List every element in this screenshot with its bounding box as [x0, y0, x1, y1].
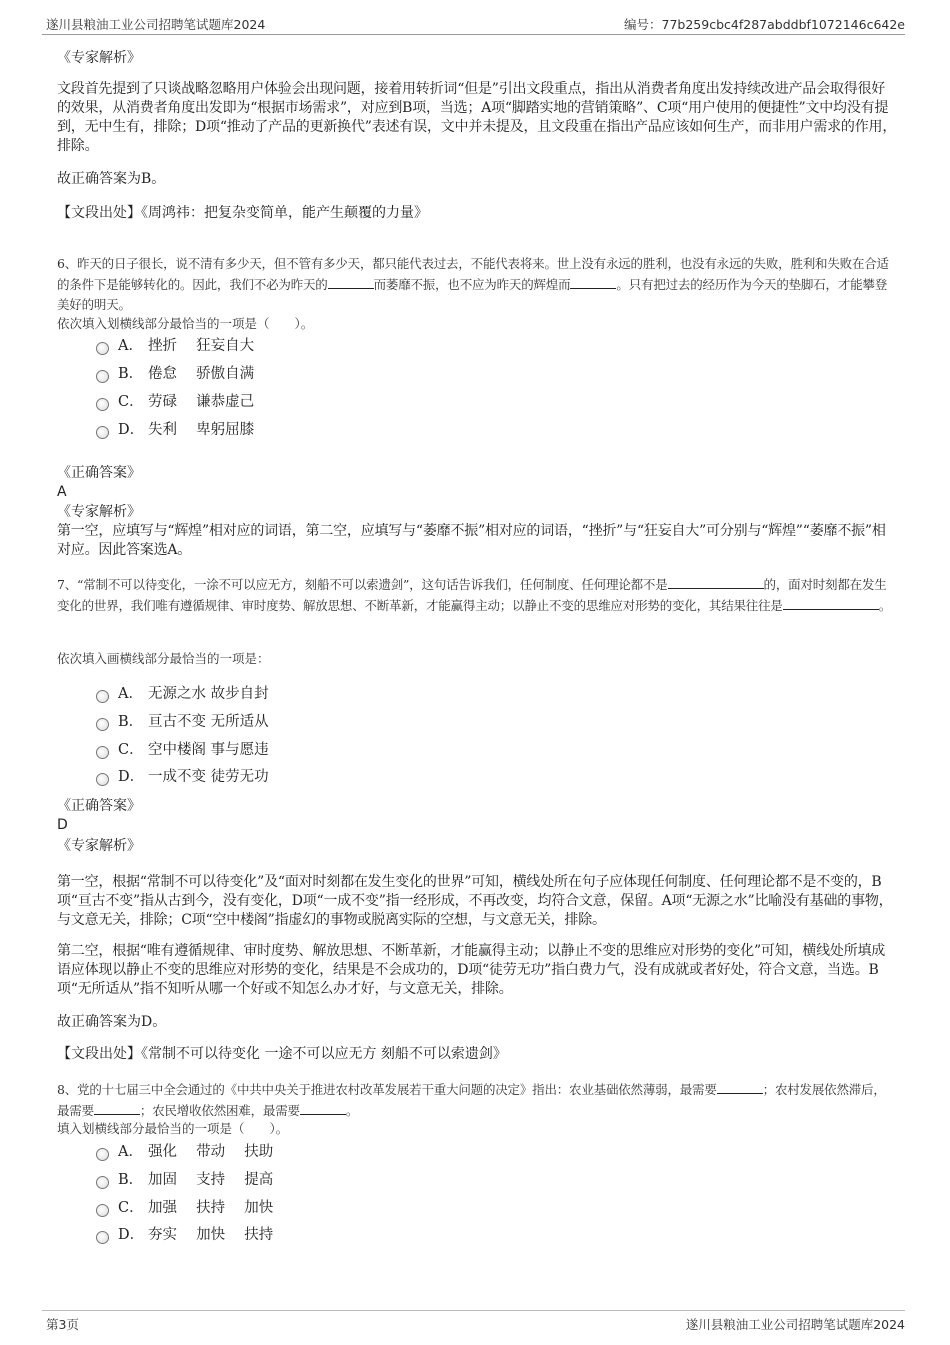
- option-letter: D．: [118, 422, 145, 438]
- option-letter: B．: [118, 366, 144, 382]
- option-letter: B．: [118, 714, 144, 730]
- radio-button[interactable]: [96, 1204, 109, 1217]
- radio-button[interactable]: [96, 773, 109, 786]
- option-letter: C．: [118, 394, 144, 410]
- option-letter: C．: [118, 1200, 144, 1216]
- option-letter: D．: [118, 769, 145, 785]
- q7-analysis-paragraph: 第二空，根据“唯有遵循规律、审时度势、解放思想、不断革新，才能赢得主动；以静止不变的思维应对形势的变化”可知，横线处所填成语应体现以静止不变的思维应对形势的变化，结果是不会成功的，D项“徒劳无功”指白费力气，没有成就或者好处，符合文意，当选。B项“无所适从”指不知听从哪一个好或不知怎么办才好，与文意无关，排除。: [57, 943, 886, 997]
- q8-stem-part: 。: [345, 1103, 359, 1118]
- option-letter: A．: [118, 686, 143, 702]
- q5-source: 【文段出处】《周鸿祎：把复杂变简单，能产生颠覆的力量》: [57, 205, 428, 221]
- option-letter: A．: [118, 338, 143, 354]
- option-text: 夯实 加快 扶持: [148, 1227, 274, 1243]
- q6-stem-part: 。只有把过去的经历作为今天的垫脚石，才能攀登美好的明天。: [57, 277, 888, 312]
- q5-conclusion: 故正确答案为B。: [57, 171, 166, 187]
- radio-button[interactable]: [96, 690, 109, 703]
- page-footer: [42, 1310, 905, 1333]
- option-text: 挫折 狂妄自大: [148, 338, 255, 354]
- q6-stem-part: 而萎靡不振，也不应为昨天的辉煌而: [373, 277, 571, 292]
- q6-answer-heading: 《正确答案》: [57, 465, 141, 481]
- blank-line: [783, 595, 879, 610]
- option-letter: A．: [118, 1144, 143, 1160]
- radio-button[interactable]: [96, 718, 109, 731]
- option-text: 倦怠 骄傲自满: [148, 366, 255, 382]
- footer-title: 遂川县粮油工业公司招聘笔试题库2024: [685, 1317, 905, 1332]
- header-title: 遂川县粮油工业公司招聘笔试题库2024: [46, 17, 266, 32]
- q7-answer: D: [57, 817, 68, 833]
- q5-analysis: 文段首先提到了只谈战略忽略用户体验会出现问题，接着用转折词“但是”引出文段重点，指出从消费者角度出发持续改进产品会取得很好的效果，从消费者角度出发即为“根据市场需求”，对应到B项，当选；A项“脚踏实地的营销策略”、C项“用户使用的便捷性”文中均没有提到，无中生有，排除；D项“推动了产品的更新换代”表述有误，文中并未提及，且文段重在指出产品应该如何生产，而非用户需求的作用，排除。: [57, 81, 897, 154]
- q7-analysis-heading: 《专家解析》: [57, 838, 141, 854]
- q7-analysis-paragraph: 第一空，根据“常制不可以待变化”及“面对时刻都在发生变化的世界”可知，横线处所在句子应体现任何制度、任何理论都不是不变的，B项“亘古不变”指从古到今，没有变化，D项“一成不变”指一经形成，不再改变，均符合文意，保留。A项“无源之水”比喻没有基础的事物，与文意无关，排除；C项“空中楼阁”指虚幻的事物或脱离实际的空想，与文意无关，排除。: [57, 874, 893, 928]
- q6-answer: A: [57, 484, 67, 500]
- radio-button[interactable]: [96, 746, 109, 759]
- page-number: 第3页: [46, 1317, 79, 1332]
- radio-button[interactable]: [96, 370, 109, 383]
- page-header: [42, 12, 905, 35]
- option-text: 劳碌 谦恭虚己: [148, 394, 255, 410]
- q6-stem-part: 6、昨天的日子很长，说不清有多少天，但不管有多少天，都只能代表过去，不能代表将来。世上没有永远的胜利，也没有永远的失败，胜利和失败在合适的条件下是能够转化的。因此，我们不必为昨天的: [57, 256, 889, 292]
- q6-analysis-heading: 《专家解析》: [57, 504, 141, 520]
- q7-stem-part: 的，面对时刻都在发生变化的世界，我们唯有遵循规律、审时度势、解放思想、不断革新，才能赢得主动；以静止不变的思维应对形势的变化，其结果往往是: [57, 577, 887, 613]
- q5-analysis-heading: 《专家解析》: [57, 50, 141, 66]
- radio-button[interactable]: [96, 1231, 109, 1244]
- q6-analysis: 第一空，应填写与“辉煌”相对应的词语，第二空，应填写与“萎靡不振”相对应的词语，“挫折”与“狂妄自大”可分别与“辉煌”“萎靡不振”相对应。因此答案选A。: [57, 523, 886, 558]
- option-text: 一成不变 徒劳无功: [148, 769, 269, 785]
- blank-line: [570, 274, 616, 289]
- option-text: 失利 卑躬屈膝: [148, 422, 255, 438]
- q8-stem-part: 8、党的十七届三中全会通过的《中共中央关于推进农村改革发展若干重大问题的决定》指出：农业基础依然薄弱，最需要: [57, 1082, 717, 1097]
- q7-stem-part: 。: [878, 598, 892, 613]
- radio-button[interactable]: [96, 398, 109, 411]
- q6-prompt: 依次填入划横线部分最恰当的一项是（ ）。: [57, 316, 314, 331]
- q8-prompt: 填入划横线部分最恰当的一项是（ ）。: [57, 1121, 289, 1136]
- blank-line: [328, 274, 374, 289]
- radio-button[interactable]: [96, 342, 109, 355]
- q7-stem-part: 7、“常制不可以待变化，一涂不可以应无方，刻船不可以索遗剑”，这句话告诉我们，任何制度、任何理论都不是: [57, 577, 668, 592]
- option-text: 加固 支持 提高: [148, 1172, 274, 1188]
- radio-button[interactable]: [96, 1148, 109, 1161]
- q6-stem: [57, 254, 897, 315]
- option-text: 空中楼阁 事与愿违: [148, 742, 269, 758]
- radio-button[interactable]: [96, 1176, 109, 1189]
- option-letter: B．: [118, 1172, 144, 1188]
- option-text: 强化 带动 扶助: [148, 1144, 274, 1160]
- option-letter: C．: [118, 742, 144, 758]
- q7-answer-heading: 《正确答案》: [57, 798, 141, 814]
- q8-stem-part: ；农村发展依然滞后，最需要: [57, 1082, 886, 1118]
- q7-prompt: 依次填入画横线部分最恰当的一项是：: [57, 651, 270, 666]
- q7-conclusion: 故正确答案为D。: [57, 1014, 167, 1030]
- option-letter: D．: [118, 1227, 145, 1243]
- document-code: 编号：77b259cbc4f287abddbf1072146c642e: [624, 17, 905, 32]
- option-text: 加强 扶持 加快: [148, 1200, 274, 1216]
- q8-stem-part: ；农民增收依然困难，最需要: [139, 1103, 300, 1118]
- blank-line: [300, 1100, 346, 1115]
- option-text: 无源之水 故步自封: [148, 686, 269, 702]
- q8-stem: [57, 1079, 897, 1121]
- q7-stem: [57, 574, 897, 616]
- blank-line: [94, 1100, 140, 1115]
- blank-line: [717, 1079, 763, 1094]
- blank-line: [668, 574, 764, 589]
- option-text: 亘古不变 无所适从: [148, 714, 269, 730]
- q7-source: 【文段出处】《常制不可以待变化 一途不可以应无方 刻船不可以索遗剑》: [57, 1046, 507, 1062]
- radio-button[interactable]: [96, 426, 109, 439]
